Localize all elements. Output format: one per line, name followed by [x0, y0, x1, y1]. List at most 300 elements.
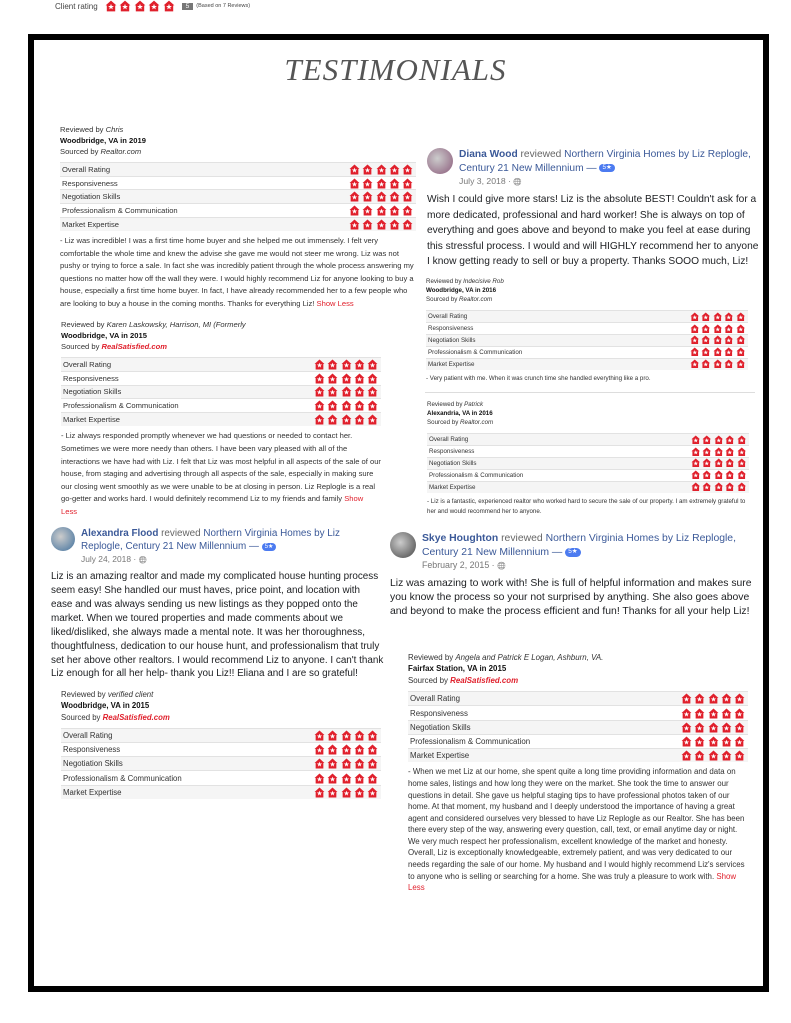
rating-stars [261, 413, 381, 427]
house-star-icon [721, 750, 732, 761]
rating-row [61, 399, 381, 413]
house-star-icon [389, 164, 400, 175]
rating-label: Overall Rating [61, 358, 261, 372]
rating-label: Professionalism & Communication [426, 346, 622, 358]
review-header [390, 532, 766, 572]
rating-row [427, 433, 749, 445]
rating-row [408, 706, 748, 720]
house-star-icon [367, 744, 378, 755]
rating-label: Responsiveness [408, 706, 623, 720]
realtor-review-angela [408, 652, 748, 894]
rating-row [426, 322, 748, 334]
house-star-icon [327, 400, 338, 411]
review-location: Alexandria, VA in 2016 [427, 409, 493, 417]
house-star-icon [376, 205, 387, 216]
review-source-link[interactable]: RealSatisfied.com [101, 342, 167, 351]
house-star-icon [701, 335, 711, 345]
reviewed-by [408, 652, 748, 663]
review-location: Fairfax Station, VA in 2015 [408, 664, 507, 674]
rating-row [61, 771, 381, 785]
rating-label: Professionalism & Communication [61, 771, 263, 785]
house-star-icon [694, 722, 705, 733]
house-star-icon [725, 447, 735, 457]
house-star-icon [721, 722, 732, 733]
rating-stars [282, 217, 416, 231]
house-star-icon [725, 435, 735, 445]
sourced-by [61, 712, 381, 723]
review-location: Woodbridge, VA in 2015 [61, 331, 147, 340]
rating-stars [263, 771, 381, 785]
rating-row [60, 217, 416, 231]
house-star-icon [736, 359, 746, 369]
house-star-icon [402, 178, 413, 189]
review-comment-text: - Liz is a fantastic, experienced realtor who worked hard to secure the sale of our property. I am extremely grateful to her and would recommend her to anyone. [427, 497, 746, 516]
house-star-icon [327, 373, 338, 384]
house-star-icon [734, 722, 745, 733]
review-source-link[interactable]: Realtor.com [100, 147, 142, 156]
house-star-icon [327, 773, 338, 784]
reviewed-by [427, 401, 749, 410]
ratings-table [60, 162, 416, 231]
rating-row [427, 469, 749, 481]
rating-row [426, 346, 748, 358]
house-star-icon [349, 164, 360, 175]
reviewed-by-label: Reviewed by [60, 125, 104, 134]
rating-stars [282, 176, 416, 190]
house-star-icon [341, 787, 352, 798]
house-star-icon [314, 359, 325, 370]
rating-row [426, 358, 748, 370]
client-rating [55, 0, 250, 12]
rating-row [60, 163, 416, 177]
rating-row [60, 204, 416, 218]
house-star-icon [367, 414, 378, 425]
rating-label: Overall Rating [61, 728, 263, 742]
rating-row [60, 190, 416, 204]
house-star-icon [367, 787, 378, 798]
house-star-icon [354, 744, 365, 755]
ratings-table [427, 433, 749, 493]
client-rating-count: (Based on 7 Reviews) [196, 3, 251, 9]
house-star-icon [724, 335, 734, 345]
rating-label: Overall Rating [427, 433, 623, 445]
house-star-icon [725, 482, 735, 492]
house-star-icon [736, 312, 746, 322]
reviewed-verb: reviewed [501, 533, 543, 544]
house-star-icon [708, 708, 719, 719]
sourced-by-label: Sourced by [408, 675, 448, 685]
reviewer-name: verified client [107, 690, 154, 699]
review-date-text[interactable]: February 2, 2015 · [422, 560, 495, 571]
rating-label: Market Expertise [60, 217, 282, 231]
house-star-icon [163, 0, 175, 12]
rating-stars [263, 728, 381, 742]
house-star-icon [354, 730, 365, 741]
house-star-icon [389, 205, 400, 216]
house-star-icon [737, 458, 747, 468]
house-star-icon [701, 359, 711, 369]
house-star-icon [367, 758, 378, 769]
house-star-icon [713, 312, 723, 322]
rating-stars [622, 334, 748, 346]
ratings-table [61, 357, 381, 426]
reviewer-name-link[interactable]: Diana Wood [459, 149, 518, 160]
rating-label: Responsiveness [60, 176, 282, 190]
review-header-text [459, 148, 762, 187]
rating-row [61, 785, 381, 799]
rating-stars [623, 433, 749, 445]
review-meta [408, 652, 748, 686]
house-star-icon [349, 219, 360, 230]
house-star-icon [690, 335, 700, 345]
house-star-icon [354, 386, 365, 397]
house-star-icon [721, 708, 732, 719]
house-star-icon [314, 386, 325, 397]
house-star-icon [691, 435, 701, 445]
rating-label: Professionalism & Communication [60, 204, 282, 218]
house-star-icon [341, 359, 352, 370]
house-star-icon [694, 750, 705, 761]
rating-label: Responsiveness [426, 322, 622, 334]
reviewer-name: Chris [105, 125, 124, 134]
house-star-icon [736, 324, 746, 334]
globe-icon: 🌐 [138, 556, 147, 564]
client-rating-label: Client rating [55, 1, 98, 11]
house-star-icon [314, 373, 325, 384]
house-star-icon [708, 750, 719, 761]
rating-label: Negotiation Skills [408, 720, 623, 734]
house-star-icon [701, 347, 711, 357]
review-meta [61, 319, 381, 352]
show-less-link[interactable]: Show Less [316, 298, 354, 308]
rating-badge: 5★ [565, 548, 580, 557]
house-star-icon [714, 482, 724, 492]
rating-stars [623, 734, 748, 748]
review-meta [60, 124, 416, 157]
house-star-icon [681, 736, 692, 747]
rating-stars [623, 445, 749, 457]
house-star-icon [691, 470, 701, 480]
page-title: TESTIMONIALS [284, 52, 507, 87]
rating-label: Overall Rating [408, 692, 623, 706]
reviewer-line [81, 527, 384, 554]
house-star-icon [349, 191, 360, 202]
review-date-text[interactable]: July 24, 2018 · [81, 553, 137, 564]
house-star-icon [314, 773, 325, 784]
show-less-link[interactable]: Show Less [408, 871, 737, 893]
rating-stars [623, 481, 749, 493]
review-source-link[interactable]: RealSatisfied.com [102, 712, 170, 722]
house-star-icon [702, 482, 712, 492]
rating-stars [623, 469, 749, 481]
avatar[interactable] [390, 532, 416, 558]
house-star-icon [354, 400, 365, 411]
rating-label: Negotiation Skills [427, 457, 623, 469]
house-star-icon [724, 347, 734, 357]
rating-label: Overall Rating [60, 163, 282, 177]
rating-stars [623, 706, 748, 720]
review-header-text [422, 532, 766, 572]
review-comment-text: - Liz was incredible! I was a first time home buyer and she helped me out immensely. I felt very comfortable the whole time and knew the advise she gave me would not steer me wrong. Liz was not pushy or trying to force a sale. In fact she was incredibly patient through the whole process answering my questions no matter how off the wall they were. I would highly recommend Liz for anyone looking to buy a house, especially a first time home buyer. In fact, I have already recommended her to a few people who are looking to buy a house in the coming months. Thanks for everything Liz! [60, 235, 414, 308]
house-star-icon [713, 347, 723, 357]
realtor-review-karen [61, 319, 381, 519]
rating-row [60, 176, 416, 190]
ratings-table [61, 728, 381, 799]
rating-stars [622, 346, 748, 358]
house-star-icon [341, 400, 352, 411]
house-star-icon [341, 386, 352, 397]
reviewed-by-label: Reviewed by [61, 690, 106, 699]
rating-stars [261, 358, 381, 372]
house-star-icon [354, 373, 365, 384]
ratings-table [408, 691, 748, 762]
rating-label: Overall Rating [426, 310, 622, 322]
house-star-icon [681, 722, 692, 733]
house-star-icon [367, 400, 378, 411]
reviewer-name: Indecisive Rob [463, 278, 504, 285]
review-location: Woodbridge, VA in 2019 [60, 136, 146, 145]
review-comment-text: - When we met Liz at our home, she spent quite a long time providing information and data on home sales, listings and how long they were on the market. She took the time to answer our questions in detail. She gave us helpful staging tips to have professional photos taken of our home. At that moment, my husband and I deeply understood the importance of having a great agent and considered ourselves very blessed to have Liz Replogle as our Realtor. She has been there every step of the way, answering every question, call, text, or email anytime day or night. We very much respect her professionalism, excellent knowledge of the market and honesty. Overall, Liz is exceptionally knowledgeable, extremely patient, and was very dedicated to our needs regarding the sale of our home. My husband and I would highly recommend Liz's services to anyone who is selling or searching for a home. She was truly a pleasure to work with. [408, 767, 745, 881]
house-star-icon [341, 730, 352, 741]
house-star-icon [314, 414, 325, 425]
sourced-by [61, 341, 381, 352]
house-star-icon [314, 744, 325, 755]
house-star-icon [314, 758, 325, 769]
house-star-icon [341, 744, 352, 755]
reviewed-verb: reviewed [520, 149, 562, 160]
review-comment-text: - Liz always responded promptly whenever we had questions or needed to contact her. Sometimes we were more needy than others. I have been vary pleased with all of the interactions we have had with Liz. I felt that Liz was most helpful in all aspects of the sale of our house, from staging and advertising through all aspects of the sale, especially in making sure our closing went smoothly as we were unable to be at closing in person. Liz Replogle is a real go-getter and works hard. I would definitely recommend Liz to my friends and family [61, 431, 381, 504]
house-star-icon [708, 722, 719, 733]
house-star-icon [402, 191, 413, 202]
review-comment [61, 430, 381, 518]
rating-label: Responsiveness [61, 371, 261, 385]
facebook-review-alexandra [51, 527, 384, 681]
house-star-icon [327, 758, 338, 769]
house-star-icon [681, 708, 692, 719]
rating-stars [261, 371, 381, 385]
review-comment-text: - Very patient with me. When it was crunch time she handled everything like a pro. [426, 374, 651, 382]
sourced-by [427, 419, 749, 428]
house-star-icon [119, 0, 131, 12]
house-star-icon [389, 178, 400, 189]
house-star-icon [734, 750, 745, 761]
house-star-icon [690, 324, 700, 334]
house-star-icon [713, 335, 723, 345]
reviewed-by [61, 689, 381, 700]
ratings-table [426, 310, 748, 370]
house-star-icon [362, 205, 373, 216]
reviewer-line [422, 532, 766, 560]
avatar[interactable] [51, 527, 75, 551]
house-star-icon [367, 359, 378, 370]
facebook-review-skye [390, 532, 766, 620]
house-star-icon [327, 787, 338, 798]
rating-label: Market Expertise [426, 358, 622, 370]
reviewer-name: Patrick [464, 401, 484, 408]
review-comment [427, 497, 749, 517]
rating-label: Professionalism & Communication [408, 734, 623, 748]
rating-row [61, 371, 381, 385]
realtor-review-rob [426, 278, 748, 384]
page-name-link[interactable]: Northern Virginia Homes by Liz Replogle, Century 21 New Millennium — [459, 149, 751, 174]
house-star-icon [134, 0, 146, 12]
review-source-link[interactable]: Realtor.com [459, 295, 493, 303]
house-star-icon [327, 386, 338, 397]
house-star-icon [694, 693, 705, 704]
reviewed-by [61, 319, 381, 330]
house-star-icon [702, 458, 712, 468]
page-name-link[interactable]: Northern Virginia Homes by Liz Replogle, Century 21 New Millennium — [81, 528, 340, 553]
rating-label: Responsiveness [427, 445, 623, 457]
house-star-icon [402, 164, 413, 175]
reviewed-by-label: Reviewed by [408, 653, 454, 662]
realtor-review-patrick [427, 401, 749, 517]
house-star-icon [341, 773, 352, 784]
house-star-icon [702, 447, 712, 457]
avatar[interactable] [427, 148, 453, 174]
review-header [427, 148, 762, 187]
house-star-icon [314, 400, 325, 411]
house-star-icon [701, 312, 711, 322]
house-star-icon [708, 736, 719, 747]
rating-row [408, 734, 748, 748]
house-star-icon [702, 435, 712, 445]
rating-label: Market Expertise [408, 748, 623, 762]
house-star-icon [694, 736, 705, 747]
house-star-icon [354, 787, 365, 798]
sourced-by-label: Sourced by [61, 712, 101, 722]
rating-label: Market Expertise [427, 481, 623, 493]
rating-label: Negotiation Skills [61, 757, 263, 771]
rating-stars [282, 204, 416, 218]
house-star-icon [349, 178, 360, 189]
rating-row [408, 720, 748, 734]
house-star-icon [362, 191, 373, 202]
house-star-icon [691, 458, 701, 468]
realtor-review-verified [61, 689, 381, 799]
review-source-link[interactable]: Realtor.com [460, 418, 494, 426]
rating-label: Negotiation Skills [60, 190, 282, 204]
globe-icon: 🌐 [513, 178, 522, 186]
review-text: Liz was amazing to work with! She is full of helpful information and makes sure you know the process so your not surprised by anything. She also goes above and beyond to make the process efficient and fun! Thanks for all your help Liz! [390, 578, 752, 618]
house-star-icon [721, 693, 732, 704]
house-star-icon [714, 470, 724, 480]
house-star-icon [714, 447, 724, 457]
review-date [81, 554, 384, 565]
reviewer-name: Karen Laskowsky, Harrison, MI (Formerly [106, 320, 246, 329]
rating-stars [261, 385, 381, 399]
house-star-icon [327, 359, 338, 370]
house-star-icon [105, 0, 117, 12]
sourced-by [408, 675, 748, 686]
house-star-icon [724, 359, 734, 369]
house-star-icon [341, 373, 352, 384]
house-star-icon [327, 414, 338, 425]
rating-stars [263, 743, 381, 757]
client-rating-score: 5 [182, 3, 194, 10]
house-star-icon [367, 373, 378, 384]
rating-row [61, 413, 381, 427]
house-star-icon [389, 191, 400, 202]
house-star-icon [690, 347, 700, 357]
house-star-icon [690, 312, 700, 322]
house-star-icon [354, 758, 365, 769]
house-star-icon [694, 708, 705, 719]
house-star-icon [734, 708, 745, 719]
rating-stars [623, 720, 748, 734]
sourced-by-label: Sourced by [427, 418, 459, 426]
house-star-icon [737, 435, 747, 445]
house-star-icon [737, 470, 747, 480]
rating-stars [623, 748, 748, 762]
reviewer-name-link[interactable]: Skye Houghton [422, 533, 499, 544]
rating-stars [282, 163, 416, 177]
rating-row [427, 445, 749, 457]
review-comment [426, 374, 748, 384]
review-comment [60, 235, 416, 311]
sourced-by [426, 296, 748, 305]
review-text: Liz is an amazing realtor and made my complicated house hunting process seem easy! She handled our must haves, price point, and location with ease and was always sending us new listings as they popped onto the market. When we toured properties and made comments about we liked/disliked, she always made a mental note. It was her thoroughness, thoughtfulness, dedication to our house hunt, and professionalism that truly set her above other realtors. I would recommend Liz to anyone. I can't thank Liz enough for all her help- thank you Liz!! Eliana and I are so grateful! [51, 571, 384, 680]
rating-row [61, 757, 381, 771]
realtor-review-chris [60, 124, 416, 311]
house-star-icon [708, 693, 719, 704]
rating-stars [623, 692, 748, 706]
house-star-icon [691, 447, 701, 457]
rating-label: Negotiation Skills [426, 334, 622, 346]
house-star-icon [314, 787, 325, 798]
sourced-by-label: Sourced by [426, 295, 458, 303]
divider [425, 392, 755, 393]
sourced-by-label: Sourced by [60, 147, 99, 156]
house-star-icon [702, 470, 712, 480]
rating-stars [622, 310, 748, 322]
rating-stars [261, 399, 381, 413]
house-star-icon [349, 205, 360, 216]
rating-stars [622, 358, 748, 370]
rating-row [408, 692, 748, 706]
review-date-text[interactable]: July 3, 2018 · [459, 175, 511, 186]
house-star-icon [721, 736, 732, 747]
reviewer-name-link[interactable]: Alexandra Flood [81, 528, 159, 539]
rating-label: Professionalism & Communication [61, 399, 261, 413]
house-star-icon [734, 736, 745, 747]
house-star-icon [327, 730, 338, 741]
house-star-icon [713, 359, 723, 369]
rating-badge: 5★ [262, 543, 277, 551]
show-less-link[interactable]: Show Less [61, 494, 364, 517]
house-star-icon [714, 435, 724, 445]
rating-row [61, 743, 381, 757]
house-star-icon [713, 324, 723, 334]
rating-badge: 5★ [599, 164, 614, 173]
house-star-icon [691, 482, 701, 492]
house-star-icon [402, 219, 413, 230]
rating-stars [623, 457, 749, 469]
globe-icon: 🌐 [497, 563, 506, 571]
review-location: Woodbridge, VA in 2015 [61, 701, 150, 711]
review-comment [408, 766, 748, 894]
review-date [422, 560, 766, 572]
review-meta [426, 278, 748, 305]
rating-row [61, 358, 381, 372]
review-source-link[interactable]: RealSatisfied.com [450, 675, 519, 685]
rating-stars [622, 322, 748, 334]
house-star-icon [736, 347, 746, 357]
page-name-link[interactable]: Northern Virginia Homes by Liz Replogle, Century 21 New Millennium — [422, 533, 736, 559]
rating-row [61, 728, 381, 742]
rating-row [426, 310, 748, 322]
reviewed-by [426, 278, 748, 287]
